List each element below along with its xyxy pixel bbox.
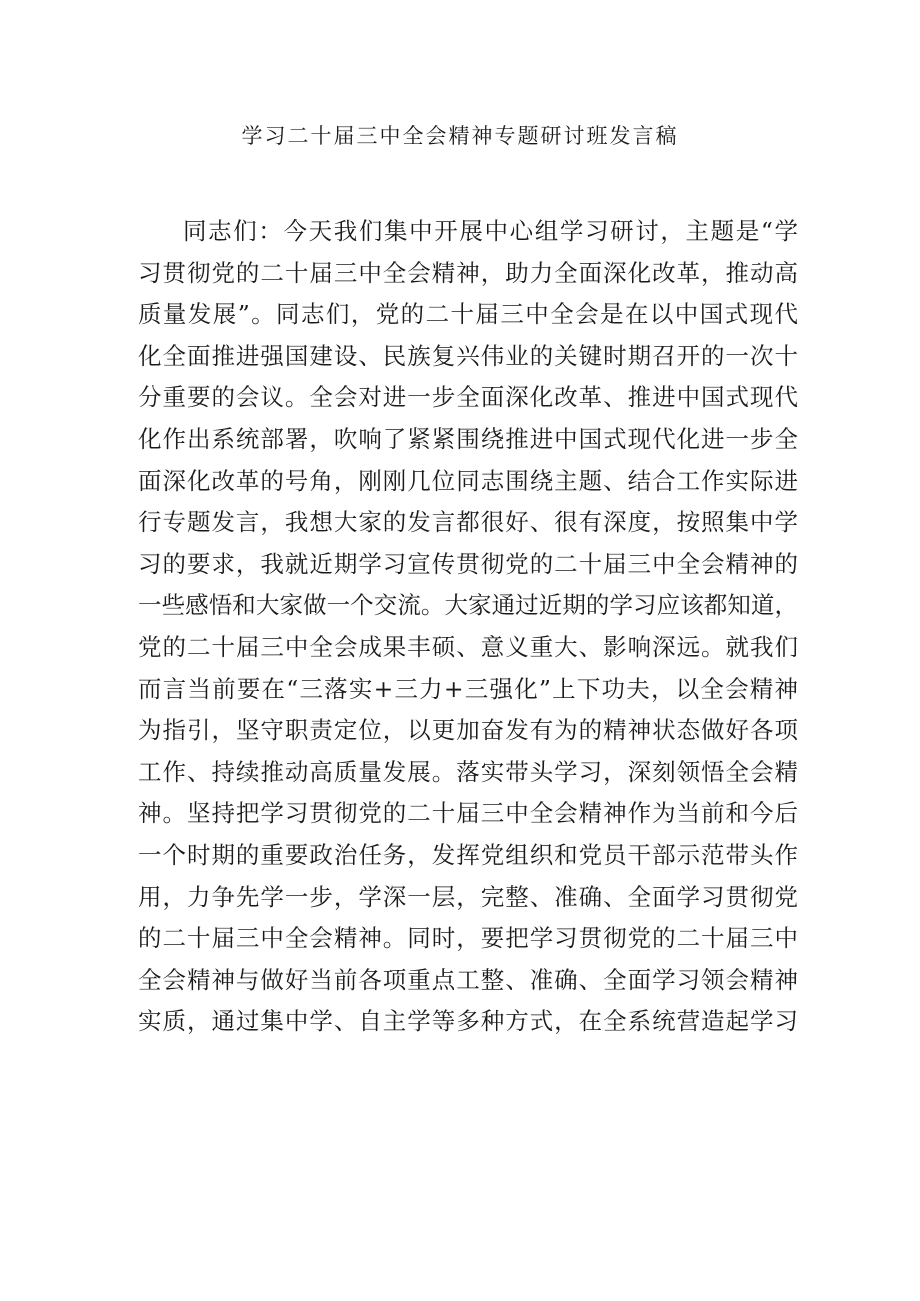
body-line: 质量发展”。同志们，党的二十届三中全会是在以中国式现代 — [138, 300, 798, 329]
body-line: 的二十届三中全会精神。同时，要把学习贯彻党的二十届三中 — [138, 924, 798, 953]
body-line: 习的要求，我就近期学习宣传贯彻党的二十届三中全会精神的 — [138, 549, 798, 578]
body-line: 行专题发言，我想大家的发言都很好、很有深度，按照集中学 — [138, 508, 798, 537]
body-line: 化全面推进强国建设、民族复兴伟业的关键时期召开的一次十 — [138, 341, 798, 370]
body-line: 一个时期的重要政治任务，发挥党组织和党员干部示范带头作 — [138, 840, 798, 869]
body-line: 神。坚持把学习贯彻党的二十届三中全会精神作为当前和今后 — [138, 799, 798, 828]
body-line: 实质，通过集中学、自主学等多种方式，在全系统营造起学习 — [138, 1007, 798, 1036]
body-line: 同志们：今天我们集中开展中心组学习研讨，主题是“学 — [183, 217, 798, 245]
body-line: 工作、持续推动高质量发展。落实带头学习，深刻领悟全会精 — [138, 757, 798, 786]
body-line: 用，力争先学一步，学深一层，完整、准确、全面学习贯彻党 — [138, 882, 798, 911]
body-line: 为指引，坚守职责定位，以更加奋发有为的精神状态做好各项 — [138, 716, 798, 745]
document-title: 学习二十届三中全会精神专题研讨班发言稿 — [241, 124, 679, 148]
document-body — [138, 211, 798, 1043]
body-line: 分重要的会议。全会对进一步全面深化改革、推进中国式现代 — [138, 383, 798, 412]
body-line: 一些感悟和大家做一个交流。大家通过近期的学习应该都知道， — [138, 591, 798, 620]
body-line: 党的二十届三中全会成果丰硕、意义重大、影响深远。就我们 — [138, 632, 798, 661]
body-line: 习贯彻党的二十届三中全会精神，助力全面深化改革，推动高 — [138, 258, 798, 287]
body-line: 面深化改革的号角，刚刚几位同志围绕主题、结合工作实际进 — [138, 466, 798, 495]
body-line: 化作出系统部署，吹响了紧紧围绕推进中国式现代化进一步全 — [138, 424, 798, 453]
body-line: 而言当前要在“三落实+三力+三强化”上下功夫，以全会精神 — [138, 674, 798, 703]
body-line: 全会精神与做好当前各项重点工整、准确、全面学习领会精神 — [138, 965, 798, 994]
